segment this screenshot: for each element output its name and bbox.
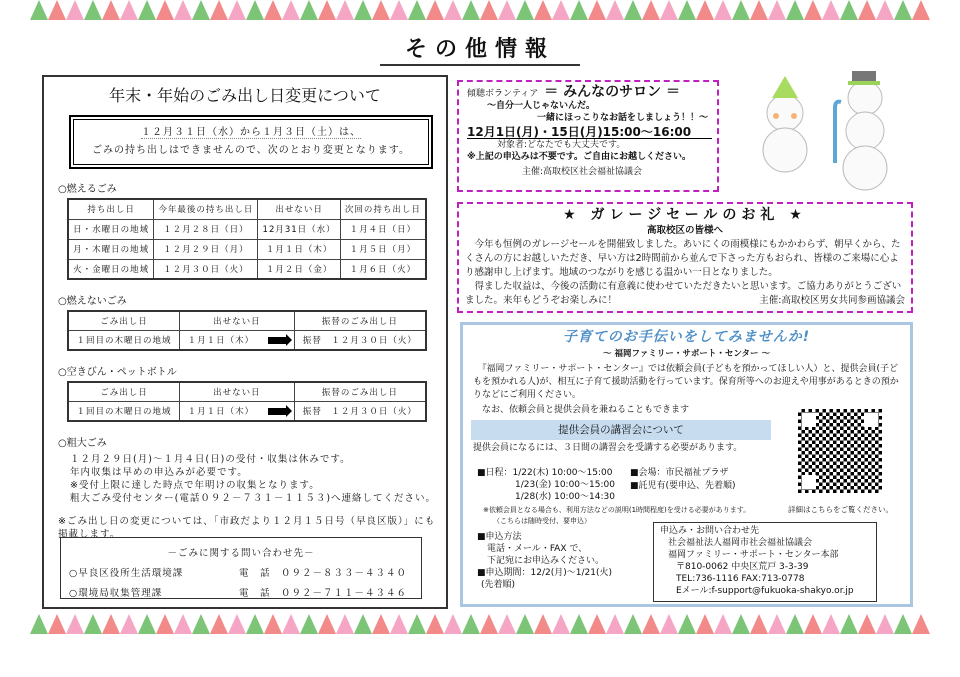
th: ごみ出し日 — [68, 382, 180, 402]
triangle-decoration — [408, 614, 426, 634]
inquiry-phone: TEL:736-1116 FAX:713-0778 — [676, 574, 805, 584]
cell: １月６日（火） — [340, 259, 426, 279]
triangle-decoration — [750, 0, 768, 20]
triangle-decoration — [678, 614, 696, 634]
garage-text: 得ました収益は、今後の活動に有意義に使わせていただきたいと思います。ご協力ありがとうございました。来年もどうぞお楽しみに！ — [465, 281, 902, 306]
cell-text: １月１日（木） — [187, 336, 255, 346]
triangle-decoration — [210, 614, 228, 634]
triangle-decoration — [516, 0, 534, 20]
triangle-decoration — [534, 614, 552, 634]
triangle-decoration — [192, 614, 210, 634]
arrow-right-icon — [268, 337, 286, 344]
cell: 12月31日（水） — [258, 219, 340, 239]
apply-line: 下記宛にお申込みください。 — [487, 556, 605, 566]
contact-office: ○早良区役所生活環境課 — [69, 568, 184, 579]
triangle-decoration — [120, 614, 138, 634]
th: 出せない日 — [258, 199, 340, 219]
triangle-decoration — [372, 614, 390, 634]
notice-line: １２月３１日（水）から１月３日（土）は、 — [141, 127, 361, 138]
triangle-decoration — [498, 0, 516, 20]
triangle-decoration — [282, 614, 300, 634]
snowman-illustration — [760, 68, 910, 193]
triangle-decoration — [552, 0, 570, 20]
salon-sub: ～自分一人じゃないんだ。 — [487, 101, 596, 111]
inquiry-box — [653, 522, 877, 602]
cell: １２月３０日（火） — [154, 259, 258, 279]
notice-line: ごみの持ち出しはできませんので、次のとおり変更となります。 — [92, 145, 410, 156]
cell: １月１日（木） — [258, 239, 340, 259]
schedule-line: 1/28(水) 10:00～14:30 — [515, 492, 615, 502]
triangle-decoration — [66, 0, 84, 20]
triangle-decoration — [30, 0, 48, 20]
contact-office: ○環境局収集管理課 — [69, 588, 163, 599]
table-row — [68, 259, 426, 279]
triangle-decoration — [174, 614, 192, 634]
triangle-decoration — [138, 0, 156, 20]
salon-target: 対象者:どなたでも大丈夫です。 — [497, 140, 626, 150]
triangle-decoration — [660, 614, 678, 634]
schedule-line: 1/23(金) 10:00～15:00 — [515, 480, 615, 490]
triangle-decoration — [840, 0, 858, 20]
triangle-decoration — [480, 614, 498, 634]
triangle-decoration — [408, 0, 426, 20]
garage-host: 主催:高取校区男女共同参画協議会 — [759, 295, 905, 306]
triangle-decoration — [822, 614, 840, 634]
triangle-decoration — [246, 614, 264, 634]
inquiry-heading: 申込み・お問い合わせ先 — [660, 526, 760, 536]
triangle-decoration — [174, 0, 192, 20]
th: 振替のごみ出し日 — [294, 311, 426, 331]
triangle-decoration — [894, 614, 912, 634]
triangle-decoration — [642, 614, 660, 634]
apply-info — [477, 531, 612, 591]
qr-caption: 詳細はこちらをご覧ください。 — [788, 505, 893, 514]
triangle-decoration — [822, 0, 840, 20]
garage-to: 高取校区の皆様へ — [646, 225, 723, 236]
triangle-decoration — [48, 614, 66, 634]
triangle-decoration — [156, 0, 174, 20]
cell — [180, 402, 295, 422]
triangle-decoration — [624, 0, 642, 20]
table-row — [68, 402, 426, 422]
nonburnable-table — [67, 310, 427, 351]
triangle-decoration — [336, 0, 354, 20]
qr-code[interactable] — [798, 409, 882, 493]
bulky-heading: ○粗大ごみ — [58, 438, 107, 449]
childcare-paragraph: なお、依頼会員と提供会員を兼ねることもできます — [473, 405, 690, 415]
salon-host: 主催:高取校区社会福祉協議会 — [522, 167, 643, 177]
triangle-decoration — [426, 0, 444, 20]
garbage-notice — [70, 116, 432, 168]
contact-phone: 電 話 ０９２－７１１－４３４６ — [239, 588, 408, 599]
text-line: １２月２９日(月)～１月４日(日)の受付・収集は休みです。 — [70, 454, 351, 465]
triangle-decoration — [66, 614, 84, 634]
triangle-decoration — [390, 614, 408, 634]
cell: １２月２９日（月） — [154, 239, 258, 259]
top-triangle-border — [30, 0, 930, 22]
triangle-decoration — [696, 614, 714, 634]
text-line: ※受付上限に達した時点で年明けの収集となります。 — [70, 480, 320, 491]
contact-row — [69, 565, 421, 579]
contact-phone: 電 話 ０９２－８３３－４３４０ — [239, 568, 408, 579]
garage-paragraph: 今年も恒例のガレージセールを開催致しました。あいにくの雨模様にもかかわらず、朝早くから、たくさんの方にお越しいただき、早い方は2時間前から並んで下さった方もおられ、皆様のご来場に心より感謝申し上げます。地域のつながりを感じる温かい一日となりました。 — [465, 239, 901, 278]
contact-heading: －ごみに関する問い合わせ先－ — [167, 548, 315, 559]
small-note-line: ※依頼会員となる場合も、利用方法などの説明(1時間程度)を受ける必要があります。 — [483, 506, 751, 514]
triangle-decoration — [894, 0, 912, 20]
small-note-line: （こちらは随時受付、要申込） — [493, 517, 591, 525]
triangle-decoration — [642, 0, 660, 20]
apply-line: 電話・メール・FAX で、 — [487, 544, 588, 554]
contact-row — [69, 585, 421, 599]
triangle-decoration — [300, 0, 318, 20]
table-row — [68, 219, 426, 239]
triangle-decoration — [444, 0, 462, 20]
triangle-decoration — [786, 0, 804, 20]
th: 出せない日 — [180, 311, 295, 331]
cell: 火・金曜日の地域 — [68, 259, 154, 279]
apply-line: (先着順) — [481, 580, 516, 590]
th: 持ち出し日 — [68, 199, 154, 219]
triangle-decoration — [858, 614, 876, 634]
childcare-box — [460, 322, 913, 607]
triangle-decoration — [102, 0, 120, 20]
garbage-note: ※ごみ出し日の変更については、「市政だより１２月１５日号（早良区版）」にも掲載します。 — [58, 516, 436, 540]
inquiry-org: 福岡ファミリー・サポート・センター本部 — [668, 550, 839, 560]
triangle-decoration — [210, 0, 228, 20]
triangle-decoration — [426, 614, 444, 634]
triangle-decoration — [480, 0, 498, 20]
burnable-heading: ○燃えるごみ — [58, 184, 117, 195]
triangle-decoration — [246, 0, 264, 20]
garbage-title: 年末・年始のごみ出し日変更について — [109, 86, 381, 105]
apply-line: ■申込方法 — [477, 532, 522, 542]
triangle-decoration — [840, 614, 858, 634]
triangle-decoration — [876, 0, 894, 20]
triangle-decoration — [318, 0, 336, 20]
venue-info — [630, 467, 736, 493]
garbage-contact-box — [60, 537, 422, 599]
triangle-decoration — [462, 0, 480, 20]
triangle-decoration — [714, 0, 732, 20]
garage-title: ★ ガレージセールのお礼 ★ — [563, 207, 807, 223]
triangle-decoration — [282, 0, 300, 20]
triangle-decoration — [696, 0, 714, 20]
childcare-note: ■託児有(要申込、先着順) — [630, 481, 736, 491]
triangle-decoration — [264, 0, 282, 20]
salon-title — [467, 86, 709, 100]
triangle-decoration — [534, 0, 552, 20]
th: 振替のごみ出し日 — [294, 382, 426, 402]
schedule-line: ■日程：1/22(木) 10:00～15:00 — [477, 468, 613, 478]
triangle-decoration — [588, 0, 606, 20]
salon-sub: 一緒にほっこりなお話をしましょう！！～ — [537, 113, 709, 123]
triangle-decoration — [786, 614, 804, 634]
bottles-heading: ○空きびん・ペットボトル — [58, 367, 177, 378]
triangle-decoration — [102, 614, 120, 634]
triangle-decoration — [462, 614, 480, 634]
cell: 日・水曜日の地域 — [68, 219, 154, 239]
cell: １回目の木曜日の地域 — [68, 331, 180, 351]
cell: １月４日（日） — [340, 219, 426, 239]
triangle-decoration — [138, 614, 156, 634]
cell: 月・木曜日の地域 — [68, 239, 154, 259]
salon-pre: 傾聴ボランティア — [467, 89, 539, 99]
triangle-decoration — [84, 614, 102, 634]
triangle-decoration — [300, 614, 318, 634]
triangle-decoration — [336, 614, 354, 634]
garage-sale-box — [457, 202, 913, 313]
venue: ■会場：市民福祉プラザ — [630, 468, 729, 478]
triangle-decoration — [912, 0, 930, 20]
apply-line: ■申込期間：12/2(月)～1/21(火) — [477, 568, 612, 578]
triangle-decoration — [858, 0, 876, 20]
salon-box — [457, 80, 719, 192]
triangle-decoration — [228, 614, 246, 634]
triangle-decoration — [48, 0, 66, 20]
triangle-decoration — [228, 0, 246, 20]
table-row — [68, 331, 426, 351]
triangle-decoration — [516, 614, 534, 634]
triangle-decoration — [444, 614, 462, 634]
childcare-paragraph: 提供会員になるには、３日間の講習会を受講する必要があります。 — [473, 443, 743, 453]
cell: １２月２８日（日） — [154, 219, 258, 239]
triangle-decoration — [318, 614, 336, 634]
triangle-decoration — [732, 0, 750, 20]
cell: １回目の木曜日の地域 — [68, 402, 180, 422]
childcare-paragraph: 『福岡ファミリー・サポート・センター』では依頼会員(子どもを預かってほしい人）と、提供会員(子どもを預かれる人)が、相互に子育て援助活動を行っています。保育所等へのお迎えや用事があるときの預かりなどにご利用ください。 — [473, 364, 899, 400]
triangle-decoration — [732, 614, 750, 634]
page-title: その他情報 — [380, 36, 580, 66]
triangle-decoration — [678, 0, 696, 20]
triangle-decoration — [570, 614, 588, 634]
salon-date: 12月1日(月)・15日(月)15:00～16:00 — [467, 126, 712, 139]
inquiry-email[interactable]: Eメール:f-support@fukuoka-shakyo.or.jp — [676, 586, 854, 596]
th: ごみ出し日 — [68, 311, 180, 331]
bottles-table — [67, 381, 427, 422]
burnable-table — [67, 198, 427, 280]
triangle-decoration — [84, 0, 102, 20]
garbage-section — [42, 75, 448, 609]
triangle-decoration — [354, 614, 372, 634]
cell-text: １月１日（木） — [187, 407, 255, 417]
bulky-body — [70, 453, 446, 505]
triangle-decoration — [804, 0, 822, 20]
cell — [180, 331, 295, 351]
inquiry-address: 〒810-0062 中央区荒戸 3-3-39 — [676, 562, 809, 572]
triangle-decoration — [120, 0, 138, 20]
triangle-decoration — [660, 0, 678, 20]
triangle-decoration — [390, 0, 408, 20]
salon-name: ＝ みんなのサロン ＝ — [544, 84, 681, 100]
triangle-decoration — [876, 614, 894, 634]
arrow-right-icon — [268, 408, 286, 415]
cell: 振替 １２月３０日（火） — [294, 402, 426, 422]
triangle-decoration — [588, 614, 606, 634]
triangle-decoration — [750, 614, 768, 634]
triangle-decoration — [606, 0, 624, 20]
table-row — [68, 239, 426, 259]
triangle-decoration — [498, 614, 516, 634]
triangle-decoration — [624, 614, 642, 634]
triangle-decoration — [912, 614, 930, 634]
triangle-decoration — [30, 614, 48, 634]
triangle-decoration — [264, 614, 282, 634]
triangle-decoration — [606, 614, 624, 634]
cell: １月５日（月） — [340, 239, 426, 259]
triangle-decoration — [552, 614, 570, 634]
triangle-decoration — [156, 614, 174, 634]
childcare-title: 子育てのお手伝いをしてみませんか! — [562, 329, 811, 345]
triangle-decoration — [372, 0, 390, 20]
triangle-decoration — [570, 0, 588, 20]
triangle-decoration — [768, 0, 786, 20]
schedule — [477, 467, 615, 503]
th: 出せない日 — [180, 382, 295, 402]
triangle-decoration — [192, 0, 210, 20]
inquiry-org: 社会福祉法人福岡市社会福祉協議会 — [668, 538, 813, 548]
th: 今年最後の持ち出し日 — [154, 199, 258, 219]
text-line: 年内収集は早めの申込みが必要です。 — [70, 467, 248, 478]
triangle-decoration — [768, 614, 786, 634]
cell: 振替 １２月３０日（火） — [294, 331, 426, 351]
cell: １月２日（金） — [258, 259, 340, 279]
triangle-decoration — [714, 614, 732, 634]
triangle-decoration — [354, 0, 372, 20]
text-line: 粗大ごみ受付センター(電話０９２－７３１－１１５３)へ連絡してください。 — [70, 493, 437, 504]
bottom-triangle-border — [30, 614, 930, 636]
garage-paragraph — [465, 280, 905, 308]
salon-note: ※上記の申込みは不要です。ご自由にお越しください。 — [467, 152, 692, 162]
th: 次回の持ち出し日 — [340, 199, 426, 219]
triangle-decoration — [804, 614, 822, 634]
training-heading-bar: 提供会員の講習会について — [471, 420, 771, 440]
nonburnable-heading: ○燃えないごみ — [58, 296, 127, 307]
childcare-subtitle: ～ 福岡ファミリー・サポート・センター ～ — [603, 349, 770, 359]
